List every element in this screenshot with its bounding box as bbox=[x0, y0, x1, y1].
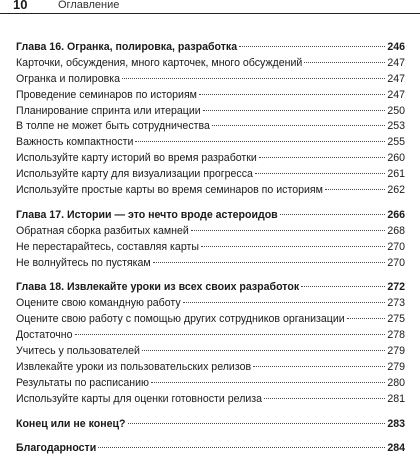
toc-entry-label: Благодарности bbox=[16, 442, 97, 455]
toc-leader-dots bbox=[347, 318, 386, 319]
toc-leader-dots bbox=[128, 423, 386, 424]
toc-entry-label: Оцените свою командную работу bbox=[16, 297, 181, 310]
toc-page-number: 247 bbox=[387, 56, 405, 69]
toc-entry-label: Не волнуйтесь по пустякам bbox=[16, 256, 151, 269]
toc-entry-label: Глава 17. Истории — это нечто вроде астероидов bbox=[16, 208, 278, 221]
toc-page-number: 283 bbox=[387, 417, 405, 430]
toc-entry-label: Извлекайте уроки из пользовательских релизов bbox=[16, 360, 252, 373]
page-header bbox=[0, 0, 420, 13]
toc-page-number: 278 bbox=[387, 329, 405, 342]
toc-chapter-17 bbox=[16, 208, 405, 272]
toc-entry[interactable] bbox=[16, 167, 405, 183]
toc-leader-dots bbox=[253, 366, 385, 367]
toc-chapter-18 bbox=[16, 280, 405, 407]
toc-page-number: 262 bbox=[387, 184, 405, 197]
toc-entry-label: Конец или не конец? bbox=[16, 417, 126, 430]
toc-entry[interactable] bbox=[16, 88, 405, 104]
toc-entry-label: Обратная сборка разбитых камней bbox=[16, 224, 189, 237]
toc-entry[interactable] bbox=[16, 392, 405, 408]
toc-acknowledgements bbox=[16, 441, 405, 457]
toc-leader-dots bbox=[264, 398, 385, 399]
toc-entry[interactable] bbox=[16, 256, 405, 272]
toc-page-number: 279 bbox=[387, 345, 405, 358]
toc-leader-dots bbox=[199, 94, 385, 95]
toc-leader-dots bbox=[255, 173, 385, 174]
toc-chapter-title[interactable] bbox=[16, 417, 405, 433]
toc-leader-dots bbox=[75, 334, 386, 335]
toc-page-number: 273 bbox=[387, 297, 405, 310]
toc-entry[interactable] bbox=[16, 224, 405, 240]
toc-entry[interactable] bbox=[16, 119, 405, 135]
toc-entry-label: Оцените свою работу с помощью других сотрудников организации bbox=[16, 313, 345, 326]
toc-entry[interactable] bbox=[16, 183, 405, 199]
toc-page-number: 247 bbox=[387, 72, 405, 85]
toc-chapter-title[interactable] bbox=[16, 441, 405, 457]
header-rule bbox=[0, 13, 420, 14]
toc-leader-dots bbox=[142, 350, 385, 351]
page-number: 10 bbox=[13, 0, 28, 12]
toc-page-number: 260 bbox=[387, 152, 405, 165]
toc-entry[interactable] bbox=[16, 344, 405, 360]
toc-leader-dots bbox=[239, 46, 385, 47]
toc-entry-label: Используйте карту для визуализации прогресса bbox=[16, 168, 253, 181]
toc-entry-label: Достаточно bbox=[16, 329, 73, 342]
toc-entry[interactable] bbox=[16, 312, 405, 328]
toc-page-number: 270 bbox=[387, 256, 405, 269]
toc-entry[interactable] bbox=[16, 56, 405, 72]
toc-leader-dots bbox=[191, 230, 386, 231]
toc-entry-label: Используйте карту историй во время разработки bbox=[16, 152, 257, 165]
toc-entry[interactable] bbox=[16, 151, 405, 167]
toc-leader-dots bbox=[151, 382, 385, 383]
toc-entry-label: Проведение семинаров по историям bbox=[16, 88, 197, 101]
toc-page-number: 261 bbox=[387, 168, 405, 181]
toc-entry-label: Результаты по расписанию bbox=[16, 376, 149, 389]
toc-entry[interactable] bbox=[16, 360, 405, 376]
toc-entry-label: Глава 18. Извлекайте уроки из всех своих разработок bbox=[16, 281, 300, 294]
toc-entry-label: Используйте карты для оценки готовности релиза bbox=[16, 392, 263, 405]
toc-conclusion bbox=[16, 417, 405, 433]
toc-page-number: 270 bbox=[387, 240, 405, 253]
running-title: Оглавление bbox=[58, 0, 120, 11]
toc-leader-dots bbox=[135, 141, 385, 142]
toc-leader-dots bbox=[301, 286, 385, 287]
toc-page-number: 272 bbox=[387, 281, 405, 294]
toc-page-number: 280 bbox=[387, 376, 405, 389]
toc-entry[interactable] bbox=[16, 296, 405, 312]
toc-entry[interactable] bbox=[16, 72, 405, 88]
toc-leader-dots bbox=[304, 62, 385, 63]
toc-page-number: 247 bbox=[387, 88, 405, 101]
toc-page-number: 275 bbox=[387, 313, 405, 326]
toc-entry-label: Глава 16. Огранка, полировка, разработка bbox=[16, 41, 238, 53]
toc-page-number: 250 bbox=[387, 104, 405, 117]
toc-page-number: 253 bbox=[387, 120, 405, 133]
toc-page-number: 281 bbox=[387, 392, 405, 405]
toc-entry-label: Используйте простые карты во время семинаров по историям bbox=[16, 184, 323, 197]
toc-page-number: 284 bbox=[387, 442, 405, 455]
toc-entry-label: Важность компактности bbox=[16, 136, 134, 149]
table-of-contents bbox=[16, 40, 405, 466]
toc-page-number: 255 bbox=[387, 136, 405, 149]
toc-entry-label: Не перестарайтесь, составляя карты bbox=[16, 240, 199, 253]
toc-chapter-title[interactable] bbox=[16, 280, 405, 296]
toc-entry-label: Огранка и полировка bbox=[16, 72, 120, 85]
toc-page-number: 268 bbox=[387, 224, 405, 237]
toc-leader-dots bbox=[153, 262, 386, 263]
toc-entry[interactable] bbox=[16, 240, 405, 256]
toc-entry-label: Карточки, обсуждения, много карточек, много обсуждений bbox=[16, 56, 303, 69]
toc-entry[interactable] bbox=[16, 135, 405, 151]
toc-page-number: 266 bbox=[387, 208, 405, 221]
toc-page-number: 279 bbox=[387, 360, 405, 373]
toc-leader-dots bbox=[212, 125, 385, 126]
toc-entry-label: В толпе не может быть сотрудничества bbox=[16, 120, 210, 133]
toc-leader-dots bbox=[98, 447, 385, 448]
toc-entry[interactable] bbox=[16, 328, 405, 344]
toc-chapter-16 bbox=[16, 40, 405, 199]
toc-entry[interactable] bbox=[16, 104, 405, 120]
toc-leader-dots bbox=[259, 157, 385, 158]
toc-leader-dots bbox=[280, 214, 386, 215]
toc-entry-label: Планирование спринта или итерации bbox=[16, 104, 201, 117]
toc-leader-dots bbox=[122, 78, 385, 79]
toc-page-number: 246 bbox=[387, 41, 405, 53]
toc-chapter-title[interactable] bbox=[16, 208, 405, 224]
toc-entry-label: Учитесь у пользователей bbox=[16, 345, 140, 358]
toc-chapter-title[interactable] bbox=[16, 40, 405, 56]
toc-leader-dots bbox=[203, 110, 386, 111]
toc-leader-dots bbox=[201, 246, 385, 247]
toc-entry[interactable] bbox=[16, 376, 405, 392]
toc-leader-dots bbox=[325, 189, 385, 190]
toc-leader-dots bbox=[183, 302, 386, 303]
